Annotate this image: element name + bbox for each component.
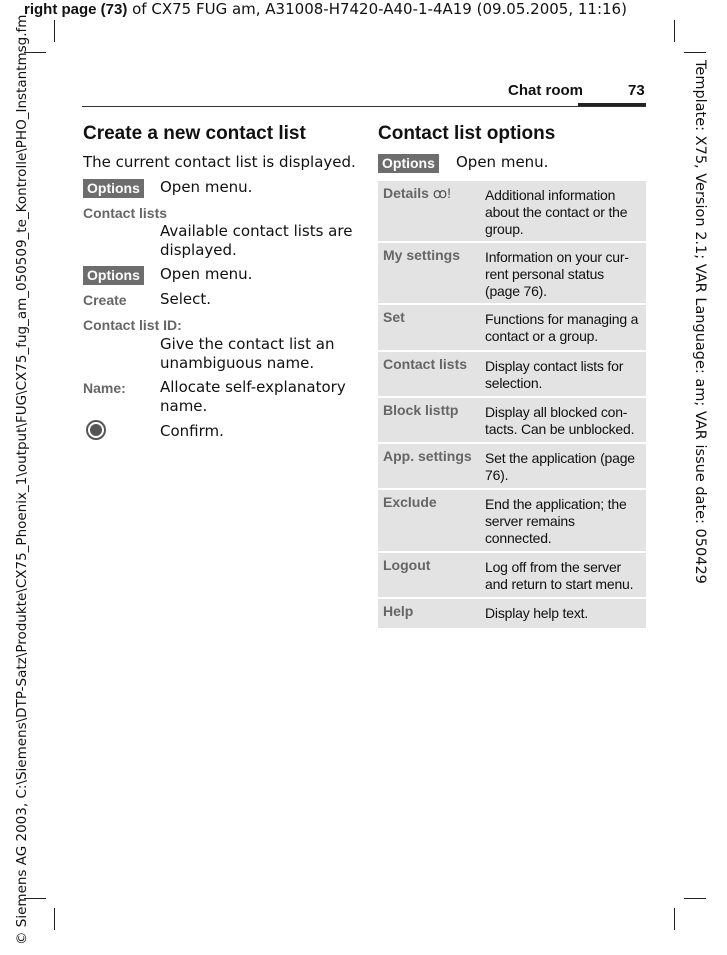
option-name: Details ꝏ! (383, 185, 451, 201)
intro-text: The current contact list is displayed. (83, 153, 356, 171)
info-icon: ꝏ! (432, 185, 451, 201)
option-description: Display contact lists for selection. (485, 358, 624, 391)
option-description: Additional information about the contact or the group. (485, 187, 628, 237)
crop-mark (674, 908, 675, 930)
section-heading-options: Contact list options (378, 123, 556, 144)
print-info-rest: of CX75 FUG am, A31008-H7420-A40-1-4A19 (09.05.2005, 11:16) (127, 0, 627, 18)
table-row (378, 303, 646, 350)
crop-mark (684, 898, 706, 899)
option-name: My settings (383, 247, 461, 263)
crop-mark (54, 20, 55, 42)
step-text: Select. (160, 290, 212, 308)
option-description: Set the application (page 76). (485, 450, 635, 483)
step-text: Open menu. (456, 153, 549, 171)
section-heading-create: Create a new contact list (83, 123, 306, 144)
step-text: Confirm. (160, 422, 224, 440)
step-text: Open menu. (160, 265, 253, 283)
option-description: End the application; the server remains connected. (485, 496, 627, 546)
option-description: Functions for managing a contact or a group. (485, 311, 639, 344)
table-row (378, 551, 646, 597)
step-text: Give the contact list an unambiguous name. (160, 335, 335, 372)
step-text: Allocate self-explanatory name. (160, 378, 346, 415)
option-name: App. settings (383, 448, 472, 464)
table-row (378, 350, 646, 396)
option-name: Exclude (383, 494, 437, 510)
option-description: Information on your cur-rent personal status (page 76). (485, 249, 629, 299)
option-name: Block listtp (383, 402, 459, 418)
option-name: Set (383, 309, 405, 325)
options-softkey: Options (83, 266, 144, 285)
step-text: Available contact lists are displayed. (160, 222, 353, 259)
print-info-bold: right page (73) (24, 1, 128, 18)
header-rule (82, 106, 646, 107)
option-name: Contact lists (383, 356, 468, 372)
table-row (378, 442, 646, 488)
table-row (378, 488, 646, 551)
crop-mark (674, 20, 675, 42)
options-table (378, 181, 646, 628)
field-label-contact-list-id: Contact list ID: (83, 317, 182, 333)
option-description: Display help text. (485, 605, 589, 621)
nav-key-icon (86, 420, 106, 440)
right-margin-template: Template: X75, Version 2.1; VAR Language: am; VAR issue date: 050429 (692, 60, 708, 584)
left-margin-path: © Siemens AG 2003, C:\Siemens\DTP-Satz\Produkte\CX75_Phoenix_1\output\FUG\CX75_fug_am_050509_te_Kontrolle\PHO_Instantmsg.fm (14, 14, 30, 945)
table-row (378, 181, 646, 241)
menu-label-contact-lists: Contact lists (83, 205, 168, 221)
options-softkey: Options (378, 154, 439, 173)
table-row (378, 597, 646, 628)
option-description: Log off from the server and return to start menu. (485, 559, 634, 592)
header-rule-thick (578, 103, 646, 106)
running-header-title: Chat room (508, 82, 583, 99)
print-info-line (24, 0, 627, 18)
crop-mark (54, 908, 55, 930)
menu-label-create: Create (83, 292, 127, 308)
table-row (378, 396, 646, 442)
page-number: 73 (628, 82, 645, 99)
step-text: Open menu. (160, 178, 253, 196)
option-name: Logout (383, 557, 431, 573)
crop-mark (684, 52, 706, 53)
table-row (378, 241, 646, 303)
field-label-name: Name: (83, 380, 126, 396)
option-name: Help (383, 603, 414, 619)
options-softkey: Options (83, 179, 144, 198)
option-description: Display all blocked con-tacts. Can be unblocked. (485, 404, 635, 437)
